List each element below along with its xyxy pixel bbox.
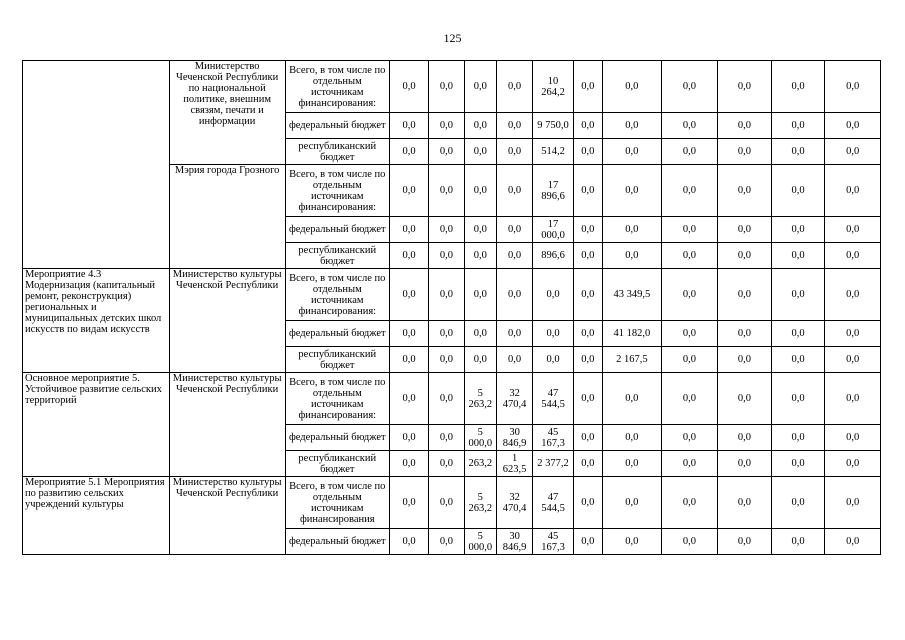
value-cell: 0,0	[718, 373, 772, 425]
value-cell: 0,0	[429, 269, 464, 321]
value-cell: 0,0	[603, 425, 662, 451]
value-cell: 0,0	[825, 451, 881, 477]
value-cell: 0,0	[771, 477, 825, 529]
value-cell: 47 544,5	[533, 477, 573, 529]
page-number: 125	[443, 31, 462, 45]
executor-cell: Министерство культуры Чеченской Республики	[169, 269, 285, 373]
value-cell: 0,0	[825, 269, 881, 321]
value-cell: 0,0	[825, 373, 881, 425]
value-cell: 9 750,0	[533, 113, 573, 139]
value-cell: 0,0	[496, 113, 532, 139]
value-cell: 0,0	[429, 373, 464, 425]
value-cell: 0,0	[573, 269, 602, 321]
value-cell: 0,0	[496, 139, 532, 165]
value-cell: 0,0	[496, 321, 532, 347]
value-cell: 41 182,0	[603, 321, 662, 347]
value-cell: 0,0	[718, 165, 772, 217]
value-cell: 30 846,9	[496, 529, 532, 555]
value-cell: 0,0	[464, 321, 496, 347]
executor-cell: Министерство культуры Чеченской Республики	[169, 373, 285, 477]
funding-source-cell: республиканский бюджет	[285, 243, 389, 269]
value-cell: 45 167,3	[533, 425, 573, 451]
funding-source-cell: Всего, в том числе по отдельным источникам финансирования:	[285, 269, 389, 321]
funding-source-cell: федеральный бюджет	[285, 321, 389, 347]
value-cell: 0,0	[718, 139, 772, 165]
value-cell: 0,0	[661, 243, 718, 269]
value-cell: 0,0	[825, 425, 881, 451]
value-cell: 0,0	[661, 61, 718, 113]
value-cell: 0,0	[429, 529, 464, 555]
value-cell: 0,0	[464, 139, 496, 165]
value-cell: 0,0	[496, 347, 532, 373]
value-cell: 30 846,9	[496, 425, 532, 451]
value-cell: 17 896,6	[533, 165, 573, 217]
value-cell: 0,0	[389, 217, 428, 243]
table-row	[23, 61, 881, 113]
value-cell: 514,2	[533, 139, 573, 165]
value-cell: 43 349,5	[603, 269, 662, 321]
value-cell: 0,0	[603, 243, 662, 269]
table-row	[23, 269, 881, 321]
value-cell: 0,0	[661, 269, 718, 321]
table-row	[23, 373, 881, 425]
value-cell: 32 470,4	[496, 477, 532, 529]
value-cell: 0,0	[389, 451, 428, 477]
funding-source-cell: Всего, в том числе по отдельным источникам финансирования:	[285, 165, 389, 217]
funding-source-cell: федеральный бюджет	[285, 113, 389, 139]
value-cell: 0,0	[464, 243, 496, 269]
value-cell: 0,0	[825, 529, 881, 555]
value-cell: 0,0	[825, 321, 881, 347]
value-cell: 0,0	[661, 451, 718, 477]
funding-source-cell: Всего, в том числе по отдельным источникам финансирования:	[285, 373, 389, 425]
table-row	[23, 477, 881, 529]
value-cell: 0,0	[603, 113, 662, 139]
value-cell: 0,0	[771, 373, 825, 425]
value-cell: 0,0	[825, 217, 881, 243]
value-cell: 0,0	[429, 61, 464, 113]
budget-table	[22, 60, 881, 555]
value-cell: 45 167,3	[533, 529, 573, 555]
value-cell: 0,0	[496, 165, 532, 217]
executor-cell: Министерство культуры Чеченской Республики	[169, 477, 285, 555]
event-cell: Мероприятие 4.3 Модернизация (капитальный ремонт, реконструкция) региональных и муниципальных детских школ искусств по видам искусств	[23, 269, 170, 373]
value-cell: 0,0	[573, 139, 602, 165]
value-cell: 0,0	[603, 61, 662, 113]
value-cell: 896,6	[533, 243, 573, 269]
event-cell: Основное мероприятие 5. Устойчивое развитие сельских территорий	[23, 373, 170, 477]
value-cell: 0,0	[661, 217, 718, 243]
value-cell: 0,0	[496, 61, 532, 113]
value-cell: 0,0	[573, 373, 602, 425]
value-cell: 0,0	[718, 477, 772, 529]
value-cell: 2 377,2	[533, 451, 573, 477]
value-cell: 0,0	[661, 529, 718, 555]
value-cell: 0,0	[825, 477, 881, 529]
value-cell: 0,0	[573, 165, 602, 217]
value-cell: 0,0	[771, 529, 825, 555]
funding-source-cell: Всего, в том числе по отдельным источникам финансирования:	[285, 61, 389, 113]
funding-source-cell: Всего, в том числе по отдельным источникам финансирования	[285, 477, 389, 529]
value-cell: 0,0	[389, 321, 428, 347]
value-cell: 47 544,5	[533, 373, 573, 425]
value-cell: 0,0	[661, 347, 718, 373]
value-cell: 0,0	[429, 347, 464, 373]
value-cell: 0,0	[603, 477, 662, 529]
value-cell: 0,0	[389, 269, 428, 321]
value-cell: 0,0	[771, 425, 825, 451]
value-cell: 0,0	[771, 269, 825, 321]
value-cell: 0,0	[573, 113, 602, 139]
value-cell: 0,0	[464, 347, 496, 373]
value-cell: 0,0	[771, 321, 825, 347]
value-cell: 0,0	[533, 269, 573, 321]
value-cell: 0,0	[771, 113, 825, 139]
executor-cell: Министерство Чеченской Республики по национальной политике, внешним связям, печати и информации	[169, 61, 285, 165]
value-cell: 0,0	[389, 373, 428, 425]
value-cell: 0,0	[718, 243, 772, 269]
value-cell: 0,0	[429, 165, 464, 217]
value-cell: 0,0	[573, 425, 602, 451]
value-cell: 10 264,2	[533, 61, 573, 113]
value-cell: 0,0	[771, 61, 825, 113]
value-cell: 5 263,2	[464, 373, 496, 425]
value-cell: 0,0	[718, 529, 772, 555]
value-cell: 0,0	[464, 113, 496, 139]
value-cell: 0,0	[771, 139, 825, 165]
value-cell: 0,0	[429, 139, 464, 165]
value-cell: 1 623,5	[496, 451, 532, 477]
value-cell: 0,0	[718, 347, 772, 373]
event-cell	[23, 61, 170, 269]
value-cell: 0,0	[389, 477, 428, 529]
value-cell: 0,0	[464, 61, 496, 113]
value-cell: 0,0	[825, 113, 881, 139]
value-cell: 0,0	[389, 243, 428, 269]
value-cell: 0,0	[429, 243, 464, 269]
funding-source-cell: республиканский бюджет	[285, 347, 389, 373]
value-cell: 0,0	[429, 217, 464, 243]
event-cell: Мероприятие 5.1 Мероприятия по развитию сельских учреждений культуры	[23, 477, 170, 555]
value-cell: 0,0	[771, 451, 825, 477]
value-cell: 0,0	[464, 217, 496, 243]
value-cell: 0,0	[771, 165, 825, 217]
value-cell: 0,0	[718, 217, 772, 243]
value-cell: 32 470,4	[496, 373, 532, 425]
value-cell: 0,0	[771, 243, 825, 269]
value-cell: 0,0	[718, 425, 772, 451]
value-cell: 0,0	[603, 451, 662, 477]
value-cell: 0,0	[661, 113, 718, 139]
value-cell: 0,0	[603, 529, 662, 555]
value-cell: 5 000,0	[464, 425, 496, 451]
value-cell: 0,0	[573, 61, 602, 113]
value-cell: 5 263,2	[464, 477, 496, 529]
value-cell: 0,0	[718, 61, 772, 113]
value-cell: 0,0	[429, 113, 464, 139]
funding-source-cell: федеральный бюджет	[285, 529, 389, 555]
value-cell: 0,0	[429, 477, 464, 529]
value-cell: 0,0	[496, 217, 532, 243]
value-cell: 0,0	[464, 165, 496, 217]
value-cell: 0,0	[718, 321, 772, 347]
value-cell: 0,0	[429, 451, 464, 477]
value-cell: 0,0	[464, 269, 496, 321]
value-cell: 0,0	[573, 477, 602, 529]
value-cell: 0,0	[718, 451, 772, 477]
value-cell: 0,0	[429, 321, 464, 347]
value-cell: 0,0	[603, 217, 662, 243]
value-cell: 0,0	[718, 113, 772, 139]
funding-source-cell: республиканский бюджет	[285, 451, 389, 477]
value-cell: 0,0	[825, 347, 881, 373]
value-cell: 0,0	[389, 347, 428, 373]
executor-cell: Мэрия города Грозного	[169, 165, 285, 269]
value-cell: 0,0	[661, 477, 718, 529]
funding-source-cell: федеральный бюджет	[285, 425, 389, 451]
value-cell: 0,0	[825, 139, 881, 165]
value-cell: 0,0	[825, 165, 881, 217]
funding-source-cell: республиканский бюджет	[285, 139, 389, 165]
value-cell: 0,0	[573, 347, 602, 373]
value-cell: 0,0	[661, 165, 718, 217]
value-cell: 0,0	[573, 321, 602, 347]
value-cell: 17 000,0	[533, 217, 573, 243]
value-cell: 0,0	[718, 269, 772, 321]
value-cell: 0,0	[533, 347, 573, 373]
value-cell: 0,0	[389, 529, 428, 555]
value-cell: 0,0	[573, 243, 602, 269]
value-cell: 0,0	[661, 139, 718, 165]
value-cell: 0,0	[389, 61, 428, 113]
value-cell: 5 000,0	[464, 529, 496, 555]
value-cell: 0,0	[603, 165, 662, 217]
value-cell: 0,0	[603, 139, 662, 165]
value-cell: 0,0	[573, 451, 602, 477]
value-cell: 0,0	[661, 425, 718, 451]
value-cell: 0,0	[825, 243, 881, 269]
value-cell: 0,0	[771, 217, 825, 243]
value-cell: 0,0	[573, 529, 602, 555]
funding-source-cell: федеральный бюджет	[285, 217, 389, 243]
value-cell: 0,0	[389, 139, 428, 165]
value-cell: 263,2	[464, 451, 496, 477]
value-cell: 0,0	[573, 217, 602, 243]
value-cell: 0,0	[496, 269, 532, 321]
value-cell: 0,0	[771, 347, 825, 373]
value-cell: 0,0	[389, 165, 428, 217]
value-cell: 2 167,5	[603, 347, 662, 373]
value-cell: 0,0	[496, 243, 532, 269]
value-cell: 0,0	[825, 61, 881, 113]
value-cell: 0,0	[533, 321, 573, 347]
value-cell: 0,0	[603, 373, 662, 425]
value-cell: 0,0	[389, 425, 428, 451]
value-cell: 0,0	[389, 113, 428, 139]
value-cell: 0,0	[661, 373, 718, 425]
value-cell: 0,0	[429, 425, 464, 451]
value-cell: 0,0	[661, 321, 718, 347]
